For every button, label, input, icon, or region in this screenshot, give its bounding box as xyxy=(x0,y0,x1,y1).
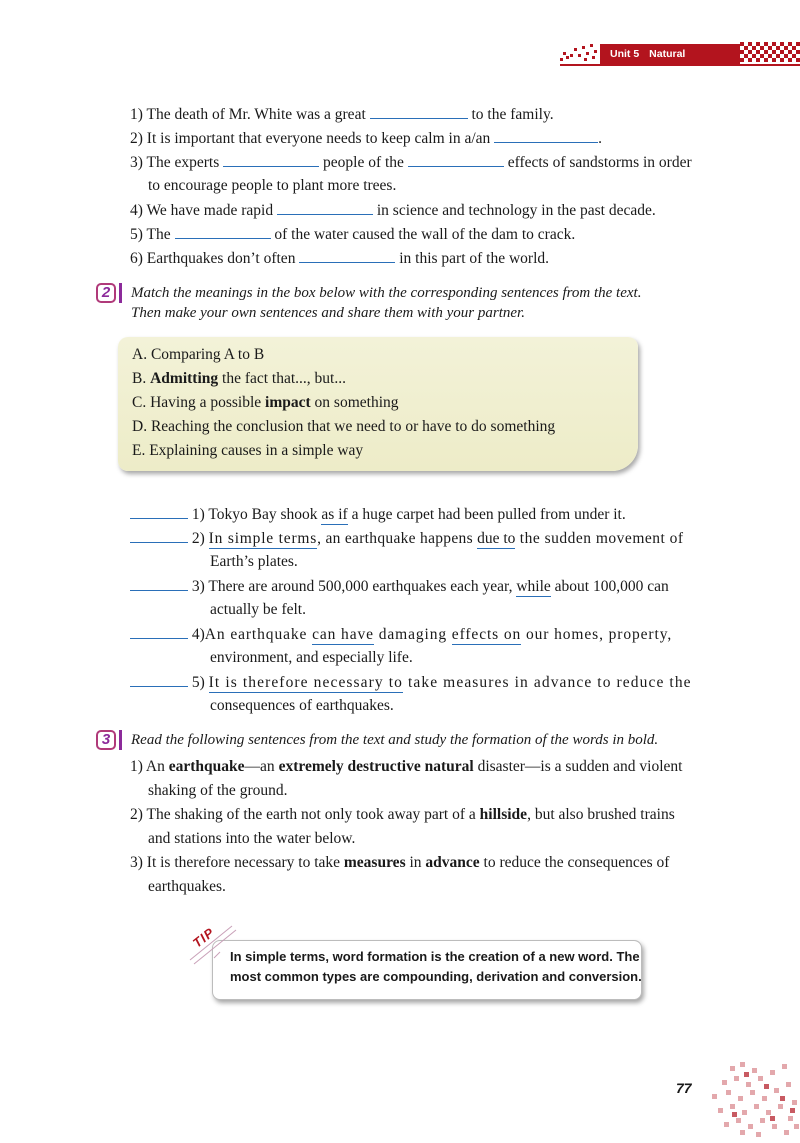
item-text: effects of sandstorms in order xyxy=(507,154,692,171)
item-number: 3) xyxy=(130,154,143,171)
answer-blank[interactable] xyxy=(370,104,468,119)
header-checker-right xyxy=(740,42,800,64)
item-text: Earthquakes don’t often xyxy=(146,250,296,267)
ex1-item-1 xyxy=(130,104,554,125)
answer-blank[interactable] xyxy=(494,128,598,143)
meaning-text: B. xyxy=(132,370,151,387)
answer-blank[interactable] xyxy=(130,576,188,591)
item-text: The xyxy=(146,226,171,243)
ex2-sentence-4 xyxy=(130,624,672,645)
item-text: The experts xyxy=(146,154,220,171)
ex3-sentence-1 xyxy=(130,757,682,777)
item-text: The death of Mr. White was a great xyxy=(146,106,366,123)
answer-blank[interactable] xyxy=(175,224,271,239)
meaning-text: E. Explaining causes in a simple way xyxy=(132,442,364,459)
sentence-number: 5) xyxy=(191,674,205,691)
underlined-phrase: effects on xyxy=(451,626,522,643)
sentence-text: the sudden movement of xyxy=(515,530,684,547)
ex2-sentence-2-cont: Earth’s plates. xyxy=(210,553,298,570)
item-text: people of the xyxy=(323,154,404,171)
sentence-text: to reduce the consequences of xyxy=(479,854,670,871)
ex1-item-2 xyxy=(130,128,602,149)
answer-blank[interactable] xyxy=(277,200,373,215)
item-text: in this part of the world. xyxy=(399,250,550,267)
meaning-keyword: Admitting xyxy=(150,370,219,387)
ex1-item-4 xyxy=(130,200,656,221)
meaning-text: C. Having a possible xyxy=(132,394,266,411)
item-number: 6) xyxy=(130,250,143,267)
ex2-sentence-3 xyxy=(130,576,669,597)
item-text: of the water caused the wall of the dam to crack. xyxy=(274,226,576,243)
ex3-sentence-1-cont: shaking of the ground. xyxy=(148,782,288,799)
underlined-phrase: as if xyxy=(321,506,348,523)
underlined-phrase: can have xyxy=(312,626,374,643)
underlined-phrase: while xyxy=(516,578,551,595)
ex1-item-6 xyxy=(130,248,549,269)
tip-line-2: most common types are compounding, derivation and conversion. xyxy=(230,969,642,984)
underlined-phrase: It is therefore necessary to xyxy=(208,674,404,691)
sentence-text: —an xyxy=(244,758,279,775)
badge-bar xyxy=(119,730,122,750)
answer-blank[interactable] xyxy=(408,152,504,167)
sentence-text: 2) The shaking of the earth not only took away part of a xyxy=(130,806,480,823)
tip-label-text: TIP xyxy=(189,924,218,951)
ex1-item-3 xyxy=(130,152,692,173)
item-number: 4) xyxy=(130,202,143,219)
sentence-text: damaging xyxy=(373,626,452,643)
item-number: 1) xyxy=(130,106,143,123)
bold-word: measures xyxy=(343,854,406,871)
ex2-sentence-3-cont: actually be felt. xyxy=(210,601,306,618)
meaning-a xyxy=(132,345,264,365)
meaning-keyword: impact xyxy=(265,394,311,411)
sentence-text: There are around 500,000 earthquakes each year, xyxy=(208,578,517,595)
header-rule xyxy=(560,64,800,66)
answer-blank[interactable] xyxy=(130,624,188,639)
sentence-number: 3) xyxy=(191,578,205,595)
sentence-text: An earthquake xyxy=(204,626,313,643)
bold-word: extremely destructive natural xyxy=(278,758,474,775)
meaning-c xyxy=(132,393,399,413)
sentence-text: disaster—is a sudden and violent xyxy=(473,758,683,775)
checker-right-icon xyxy=(740,42,800,64)
answer-blank[interactable] xyxy=(299,248,395,263)
meaning-text: A. Comparing A to B xyxy=(132,346,265,363)
unit-number: Unit 5 xyxy=(610,48,640,60)
sentence-text: , an earthquake happens xyxy=(317,530,478,547)
answer-blank[interactable] xyxy=(130,504,188,519)
ex2-sentence-4-cont: environment, and especially life. xyxy=(210,649,413,666)
meaning-e xyxy=(132,441,363,461)
item-number: 2) xyxy=(130,130,143,147)
item-number: 5) xyxy=(130,226,143,243)
exercise-2-badge: 2 xyxy=(96,283,116,303)
sentence-text: our homes, property, xyxy=(521,626,673,643)
sentence-text: a huge carpet had been pulled from under it. xyxy=(347,506,626,523)
item-text: in science and technology in the past decade. xyxy=(376,202,656,219)
badge-bar xyxy=(119,283,122,303)
ex3-sentence-3-cont: earthquakes. xyxy=(148,878,226,895)
bold-word: hillside xyxy=(479,806,528,823)
underlined-phrase: In simple terms xyxy=(208,530,318,547)
ex2-instruction-1: Match the meanings in the box below with the corresponding sentences from the text. xyxy=(131,285,642,301)
sentence-text: 3) It is therefore necessary to take xyxy=(130,854,344,871)
pixel-pattern-icon xyxy=(700,1060,800,1138)
ex1-item-3-cont: to encourage people to plant more trees. xyxy=(148,177,397,194)
answer-blank[interactable] xyxy=(130,528,188,543)
ex2-instruction-2: Then make your own sentences and share them with your partner. xyxy=(131,305,525,321)
answer-blank[interactable] xyxy=(130,672,188,687)
sentence-text: Tokyo Bay shook xyxy=(208,506,322,523)
checker-icon xyxy=(560,42,600,64)
sentence-text: 1) An xyxy=(130,758,169,775)
item-text: to the family. xyxy=(471,106,554,123)
exercise-3-badge: 3 xyxy=(96,730,116,750)
bold-word: advance xyxy=(425,854,480,871)
unit-tab xyxy=(600,44,740,80)
footer-pixel-pattern xyxy=(700,1060,800,1138)
meaning-text: on something xyxy=(310,394,399,411)
item-text: It is important that everyone needs to keep calm in a/an xyxy=(146,130,491,147)
sentence-text: , but also brushed trains xyxy=(527,806,675,823)
sentence-number: 1) xyxy=(191,506,205,523)
meaning-b xyxy=(132,369,346,389)
tip-line-1: In simple terms, word formation is the creation of a new word. The xyxy=(230,949,640,964)
meaning-text: the fact that..., but... xyxy=(218,370,346,387)
sentence-text: take measures in advance to reduce the xyxy=(403,674,692,691)
underlined-phrase: due to xyxy=(477,530,516,547)
item-text: . xyxy=(598,130,603,147)
unit-title: Natural Disasters xyxy=(610,48,686,80)
sentence-number: 4) xyxy=(191,626,205,643)
ex3-sentence-2-cont: and stations into the water below. xyxy=(148,830,356,847)
meaning-text: D. Reaching the conclusion that we need to or have to do something xyxy=(132,418,556,435)
ex3-instruction: Read the following sentences from the text and study the formation of the words in bold. xyxy=(131,732,659,748)
meaning-d xyxy=(132,417,555,437)
ex3-sentence-3 xyxy=(130,853,669,873)
sentence-text: about 100,000 can xyxy=(550,578,669,595)
ex1-item-5 xyxy=(130,224,575,245)
answer-blank[interactable] xyxy=(223,152,319,167)
page-number: 77 xyxy=(676,1080,692,1096)
ex2-sentence-2 xyxy=(130,528,684,549)
sentence-text: in xyxy=(405,854,426,871)
item-text: We have made rapid xyxy=(146,202,274,219)
ex2-sentence-5 xyxy=(130,672,692,693)
ex3-sentence-2 xyxy=(130,805,675,825)
bold-word: earthquake xyxy=(168,758,245,775)
ex2-sentence-5-cont: consequences of earthquakes. xyxy=(210,697,394,714)
sentence-number: 2) xyxy=(191,530,205,547)
ex2-sentence-1 xyxy=(130,504,626,525)
header-checker-pattern xyxy=(560,42,600,64)
